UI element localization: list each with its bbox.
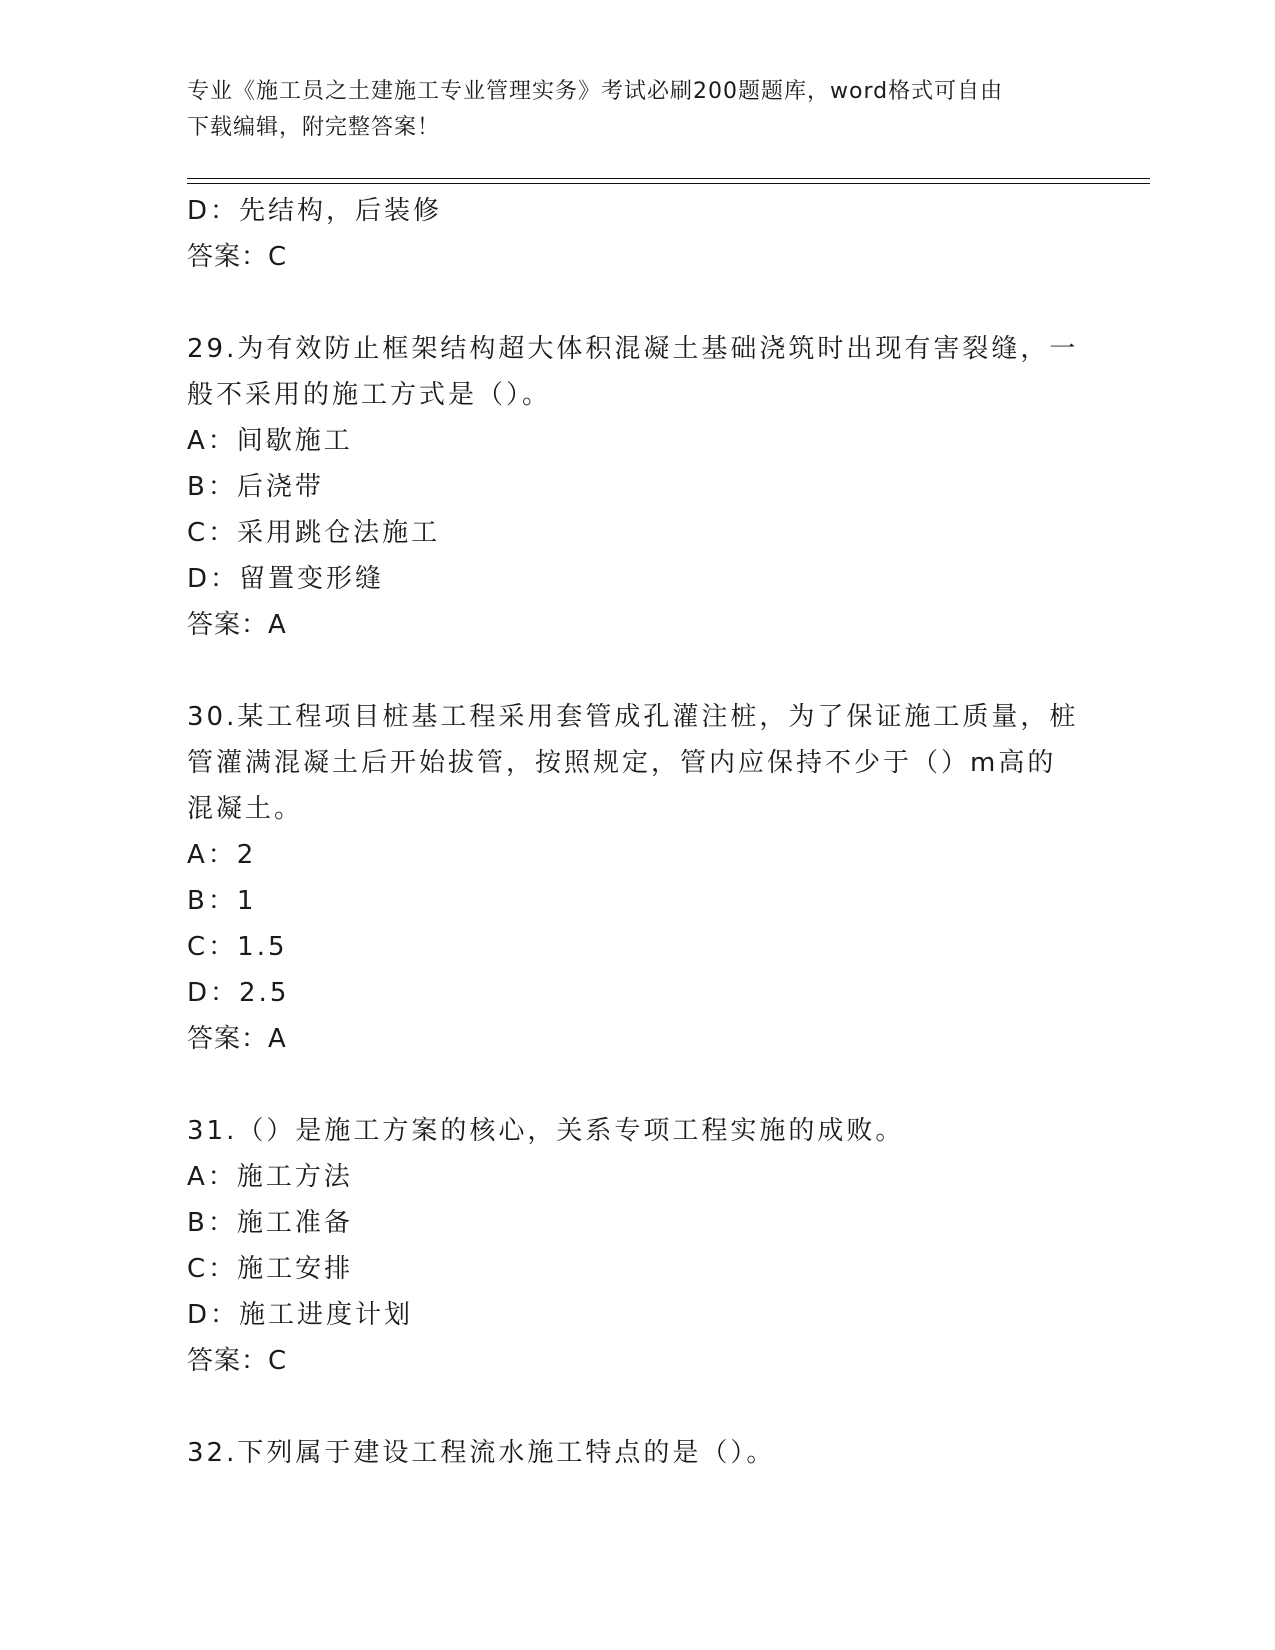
option-b: B：1 [187, 886, 257, 916]
question-29 [187, 326, 1087, 648]
option-d: D：施工进度计划 [187, 1300, 414, 1330]
question-stem: 30.某工程项目桩基工程采用套管成孔灌注桩，为了保证施工质量，桩管灌满混凝土后开始拔管，按照规定，管内应保持不少于（）m高的混凝土。 [187, 702, 1079, 824]
option-d: D：2.5 [187, 978, 290, 1008]
option-d: D：留置变形缝 [187, 564, 385, 594]
option-b: B：后浇带 [187, 472, 324, 502]
question-stem: 32.下列属于建设工程流水施工特点的是（）。 [187, 1438, 776, 1468]
spacer [187, 648, 1087, 694]
header-line-2: 下载编辑，附完整答案！ [187, 115, 441, 140]
document-header [187, 74, 1067, 146]
question-content [187, 188, 1087, 1476]
answer: 答案：C [187, 242, 288, 272]
header-line-1: 专业《施工员之土建施工专业管理实务》考试必刷200题题库，word格式可自由 [187, 79, 1004, 104]
answer: 答案：A [187, 1024, 287, 1054]
option-c: C：采用跳仓法施工 [187, 518, 441, 548]
option-c: C：1.5 [187, 932, 288, 962]
option-d: D：先结构，后装修 [187, 196, 443, 226]
header-rule-top [187, 178, 1150, 179]
option-b: B：施工准备 [187, 1208, 353, 1238]
spacer [187, 1384, 1087, 1430]
spacer [187, 1062, 1087, 1108]
option-a: A：施工方法 [187, 1162, 353, 1192]
question-30 [187, 694, 1087, 1062]
header-rule-bottom [187, 183, 1150, 184]
spacer [187, 280, 1087, 326]
option-a: A：间歇施工 [187, 426, 353, 456]
answer: 答案：A [187, 610, 287, 640]
question-stem: 29.为有效防止框架结构超大体积混凝土基础浇筑时出现有害裂缝，一般不采用的施工方式是（）。 [187, 334, 1079, 410]
question-stem: 31.（）是施工方案的核心，关系专项工程实施的成败。 [187, 1116, 905, 1146]
option-a: A：2 [187, 840, 257, 870]
option-c: C：施工安排 [187, 1254, 354, 1284]
answer: 答案：C [187, 1346, 288, 1376]
question-32 [187, 1430, 1087, 1476]
question-31 [187, 1108, 1087, 1384]
